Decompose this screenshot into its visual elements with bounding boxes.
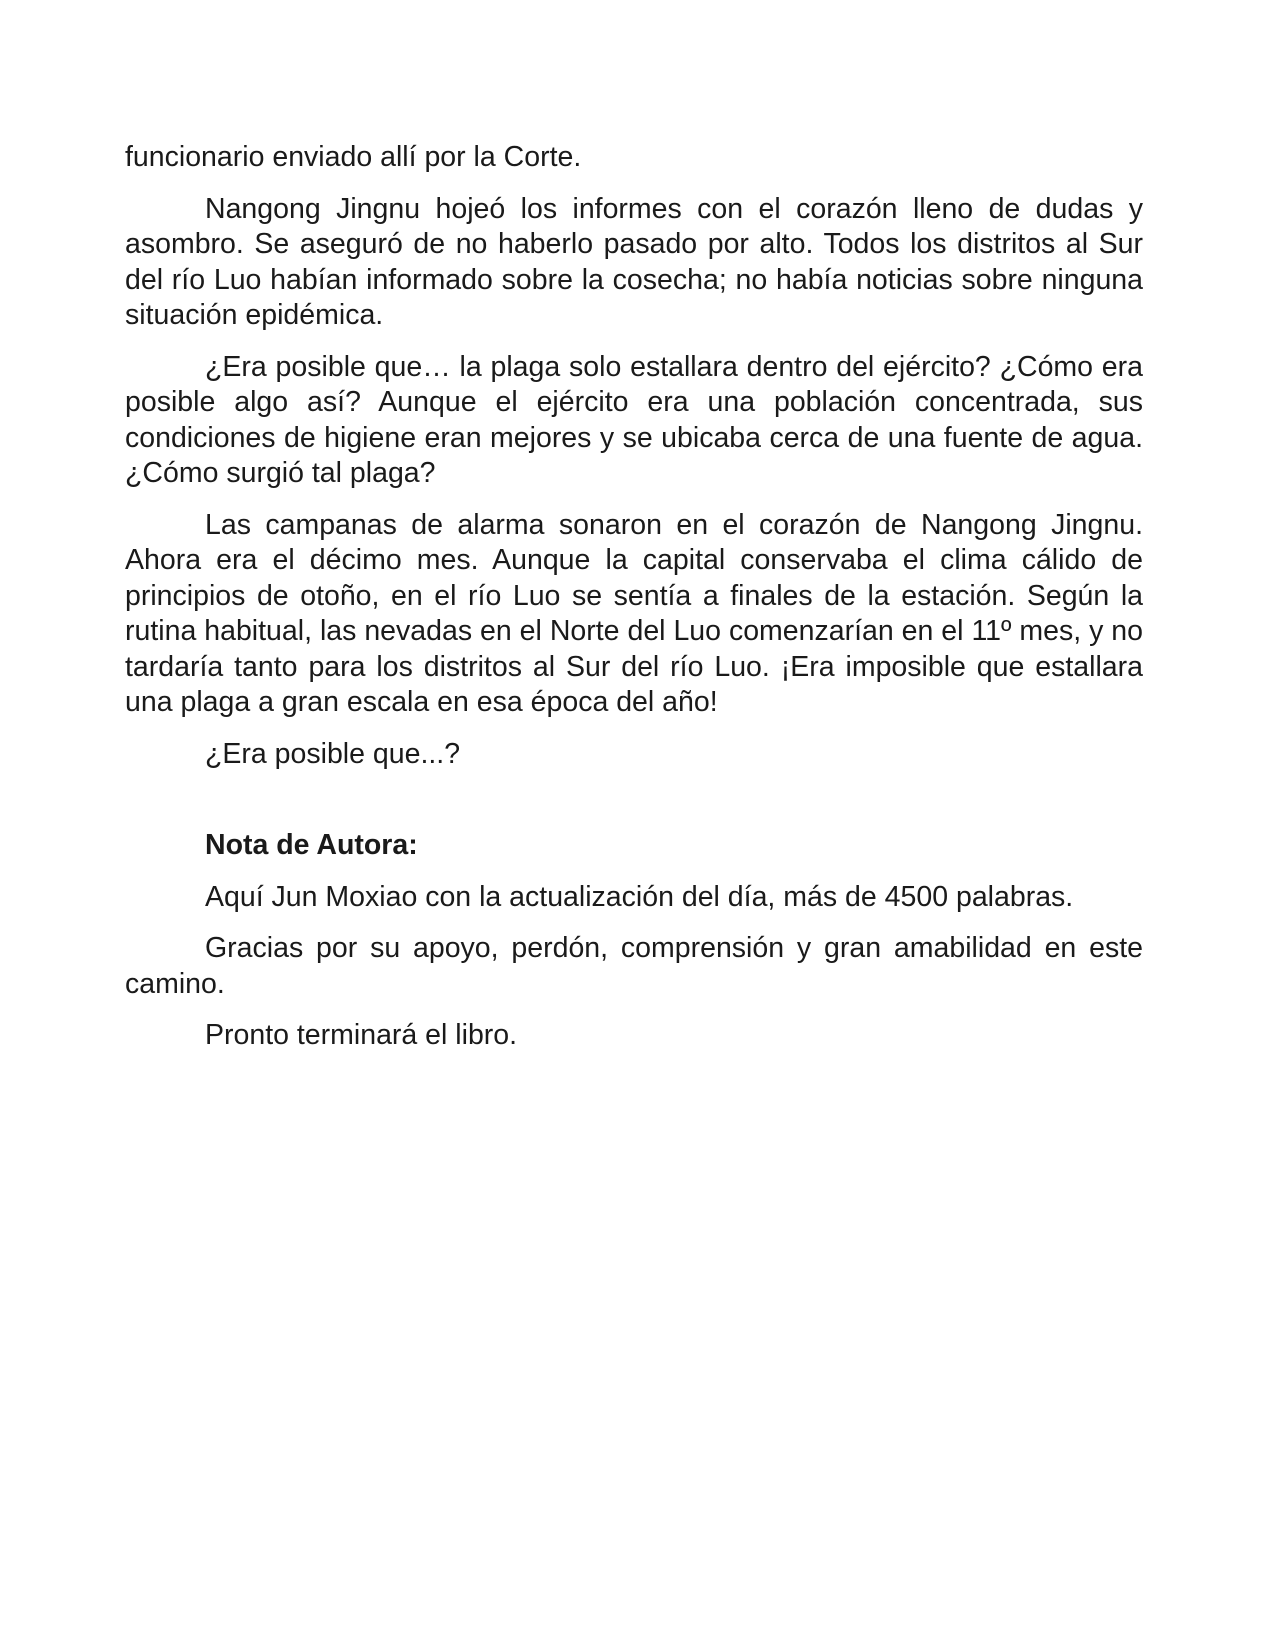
author-note-heading: Nota de Autora: xyxy=(205,829,418,861)
paragraph-continuation: funcionario enviado allí por la Corte. xyxy=(125,141,582,173)
document-page xyxy=(125,140,1143,1070)
paragraph-alarm: Las campanas de alarma sonaron en el corazón de Nangong Jingnu. Ahora era el décimo mes. Aunque la capital conservaba el clima cálido de principios de otoño, en el río Luo se sentía a finales de la estación. Según la rutina habitual, las nevadas en el Norte del Luo comenzarían en el 11º mes, y no tardaría tanto para los distritos al Sur del río Luo. ¡Era imposible que estallara una plaga a gran escala en esa época del año! xyxy=(125,508,1143,718)
author-note-update: Aquí Jun Moxiao con la actualización del día, más de 4500 palabras. xyxy=(205,880,1074,913)
paragraph-possibility: ¿Era posible que...? xyxy=(205,737,461,770)
paragraph-plague-question: ¿Era posible que… la plaga solo estallara dentro del ejército? ¿Cómo era posible algo así? Aunque el ejército era una población concentrada, sus condiciones de higiene eran mejores y se ubicaba cerca de una fuente de agua. ¿Cómo surgió tal plaga? xyxy=(125,350,1143,489)
author-note-thanks: Gracias por su apoyo, perdón, comprensión y gran amabilidad en este camino. xyxy=(125,932,1143,1000)
author-note-ending: Pronto terminará el libro. xyxy=(205,1019,518,1051)
paragraph-reports: Nangong Jingnu hojeó los informes con el corazón lleno de dudas y asombro. Se aseguró de no haberlo pasado por alto. Todos los distritos al Sur del río Luo habían informado sobre la cosecha; no había noticias sobre ninguna situación epidémica. xyxy=(125,192,1143,331)
